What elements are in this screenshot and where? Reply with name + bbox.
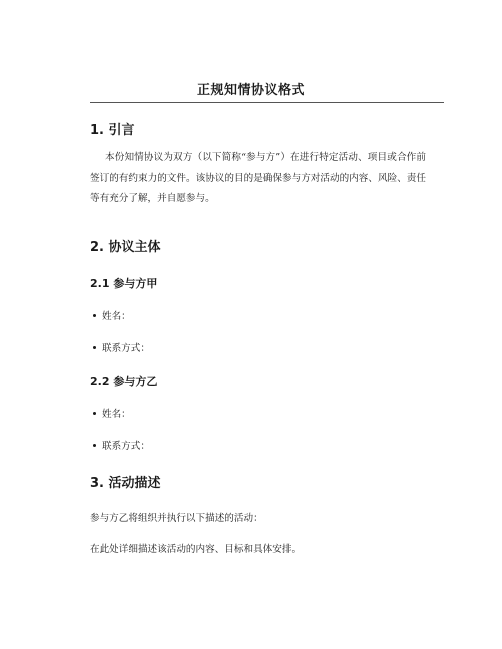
bullet-dot-icon — [93, 412, 96, 415]
bullet-dot-icon — [93, 444, 96, 447]
subsection-heading-party-b: 2.2 参与方乙 — [90, 375, 158, 388]
activity-line-2: 在此处详细描述该活动的内容、目标和具体安排。 — [90, 544, 302, 555]
list-item-party-a-contact: 联系方式： — [93, 340, 150, 354]
document-title: 正规知情协议格式 — [196, 83, 305, 98]
activity-line-1: 参与方乙将组织并执行以下描述的活动： — [90, 513, 263, 524]
title-divider — [90, 102, 444, 103]
list-item-party-a-name: 姓名： — [93, 308, 131, 322]
bullet-dot-icon — [93, 314, 96, 317]
section-heading-intro: 1. 引言 — [90, 123, 135, 138]
subsection-heading-party-a: 2.1 参与方甲 — [90, 277, 158, 290]
list-item-party-b-name: 姓名： — [93, 406, 131, 420]
list-item-party-b-contact: 联系方式： — [93, 438, 150, 452]
intro-paragraph: 本份知情协议为双方（以下简称“参与方”）在进行特定活动、项目或合作前签订的有约束力的文件。该协议的目的是确保参与方对活动的内容、风险、责任等有充分了解，并自愿参与。 — [90, 152, 426, 204]
section-heading-parties: 2. 协议主体 — [90, 240, 161, 255]
bullet-dot-icon — [93, 346, 96, 349]
section-heading-activity: 3. 活动描述 — [90, 476, 161, 491]
